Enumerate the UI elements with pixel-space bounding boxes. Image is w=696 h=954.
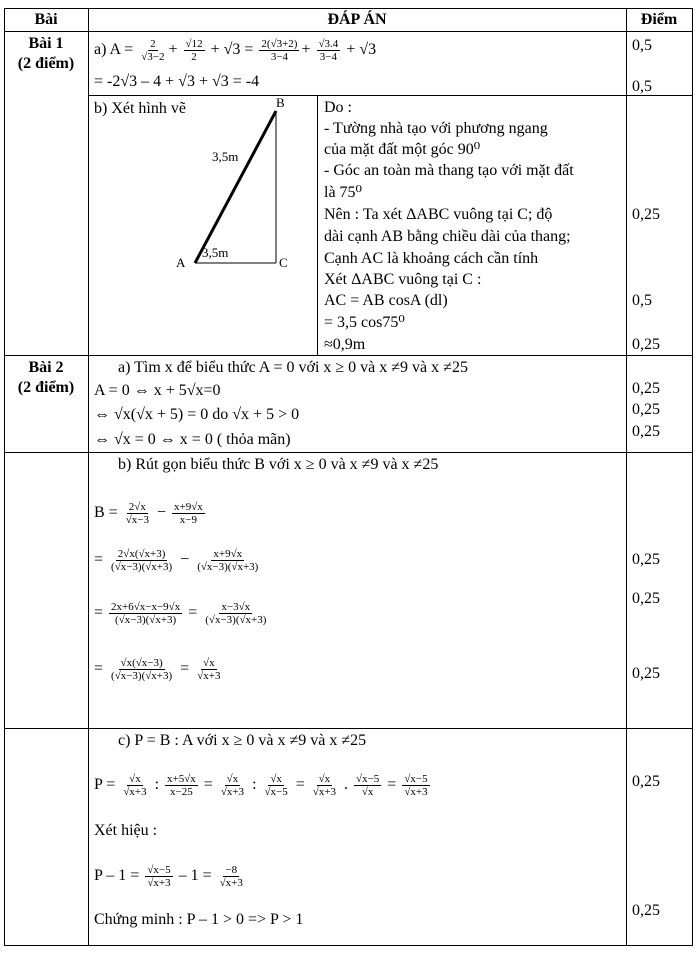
bai1-b-label: b) Xét hình vẽ — [94, 100, 186, 117]
score-2b-2: 0,25 — [632, 590, 660, 607]
bai2-c-title: c) P = B : A với x ≥ 0 và x ≠9 và x ≠25 — [118, 732, 367, 749]
ladder-line — [195, 111, 276, 263]
bai2-title: Bài 2 — [28, 359, 64, 376]
bai2-a-title: a) Tìm x để biểu thức A = 0 với x ≥ 0 và x ≠9 và x ≠25 — [118, 359, 468, 376]
score-1b-3: 0,25 — [632, 336, 660, 353]
bai1-title: Bài 1 — [28, 35, 64, 52]
do-line-0: Do : — [324, 99, 352, 116]
score-2c-1: 0,25 — [632, 773, 660, 790]
table-border-top — [4, 8, 693, 9]
do-line-4: là 75⁰ — [324, 184, 362, 201]
b-expr-3: = $\frac{2x+6√x-x-9√x}{(√x-3)(√x+3)}$ = $\frac{x-3√x}{(√x-3)(√x+3)}$ — [94, 600, 267, 626]
bai2-a-line-1: ⇔ √x(√x + 5) = 0 do √x + 5 > 0 — [94, 406, 300, 423]
row-divider-header — [4, 31, 693, 32]
table-border-left — [4, 8, 5, 946]
triangle-figure — [176, 95, 320, 275]
bai1-a-line1: a) A = $\frac{2}{√3-2}$ + $\frac{√12}{2}$ + √3 = $\frac{2(√3+2)}{3-4}$ + $\frac{√3.4}{3-4}$ + √3 — [94, 38, 377, 63]
score-2a-1: 0,25 — [632, 380, 660, 397]
do-line-5: Nên : Ta xét ΔABC vuông tại C; độ — [324, 206, 553, 223]
score-2a-3: 0,25 — [632, 423, 660, 440]
c-expr-1: P = $\frac{√x}{√x+3}$ : $\frac{x+5√x}{x-25}$ = $\frac{√x}{√x+3}$ : $\frac{√x}{√x-5}$ = $\frac{√x}{√x+3}$ . $\frac{√x-5}{√x}$ = $\frac{√x-5}{√x+3}$ — [94, 772, 428, 798]
col-divider-2 — [626, 8, 627, 946]
c-xet: Xét hiệu : — [94, 822, 158, 839]
bai2-a-line-2: ⇔ √x = 0 ⇔ x = 0 ( thỏa mãn) — [94, 431, 291, 448]
bai2-points: (2 điểm) — [17, 379, 75, 396]
do-line-1: - Tường nhà tạo với phương ngang — [324, 120, 548, 137]
score-2a-2: 0,25 — [632, 401, 660, 418]
do-line-9: AC = AB cosA (dl) — [324, 292, 448, 309]
do-line-6: dài cạnh AB bằng chiều dài của thang; — [324, 228, 571, 245]
b-expr-2: = $\frac{2√x(√x+3)}{(√x-3)(√x+3)}$ − $\frac{x+9√x}{(√x-3)(√x+3)}$ — [94, 547, 259, 573]
header-dapan: ĐÁP ÁN — [327, 11, 387, 28]
col-divider-1 — [88, 8, 89, 946]
do-line-2: của mặt đất một góc 90⁰ — [324, 141, 481, 158]
row-divider-2b — [4, 728, 693, 729]
row-divider-1a — [88, 95, 693, 96]
label-B: B — [276, 95, 285, 110]
do-line-3: - Góc an toàn mà thang tạo với mặt đất — [324, 162, 574, 179]
b-expr-1: B = $\frac{2√x}{√x-3}$ − $\frac{x+9√x}{x-9}$ — [94, 500, 203, 526]
row-divider-2a — [4, 452, 693, 453]
label-C: C — [279, 255, 288, 270]
score-1a-2: 0,5 — [632, 78, 652, 95]
label-hyp: 3,5m — [212, 149, 239, 164]
row-divider-bai1 — [4, 355, 693, 356]
do-line-10: = 3,5 cos75⁰ — [324, 314, 405, 331]
label-A: A — [176, 255, 186, 270]
score-1a-1: 0,5 — [632, 37, 652, 54]
bai2-a-line-0: A = 0 ⇔ x + 5√x=0 — [94, 382, 221, 399]
do-line-8: Xét ΔABC vuông tại C : — [324, 271, 482, 288]
score-1b-1: 0,25 — [632, 206, 660, 223]
table-border-bottom — [4, 945, 693, 946]
score-2b-3: 0,25 — [632, 665, 660, 682]
do-line-7: Cạnh AC là khoảng cách cần tính — [324, 250, 539, 267]
score-1b-2: 0,5 — [632, 292, 652, 309]
c-expr-2: P – 1 = $\frac{√x-5}{√x+3}$ – 1 = $\frac{-8}{√x+3}$ — [94, 863, 243, 889]
do-line-11: ≈0,9m — [324, 336, 366, 353]
score-2b-1: 0,25 — [632, 551, 660, 568]
header-bai: Bài — [34, 11, 58, 28]
b-expr-4: = $\frac{√x(√x-3)}{(√x-3)(√x+3)}$ = $\frac{√x}{√x+3}$ — [94, 656, 221, 682]
label-base: 3,5m — [202, 245, 229, 260]
table-border-right — [692, 8, 693, 946]
c-chung-minh: Chứng minh : P – 1 > 0 => P > 1 — [94, 911, 304, 928]
bai1-a-line2: = -2√3 – 4 + √3 + √3 = -4 — [94, 73, 260, 90]
header-diem: Điểm — [640, 11, 678, 28]
bai2-b-title: b) Rút gọn biểu thức B với x ≥ 0 và x ≠9 và x ≠25 — [118, 456, 439, 473]
bai1-points: (2 điểm) — [17, 55, 75, 72]
score-2c-2: 0,25 — [632, 902, 660, 919]
